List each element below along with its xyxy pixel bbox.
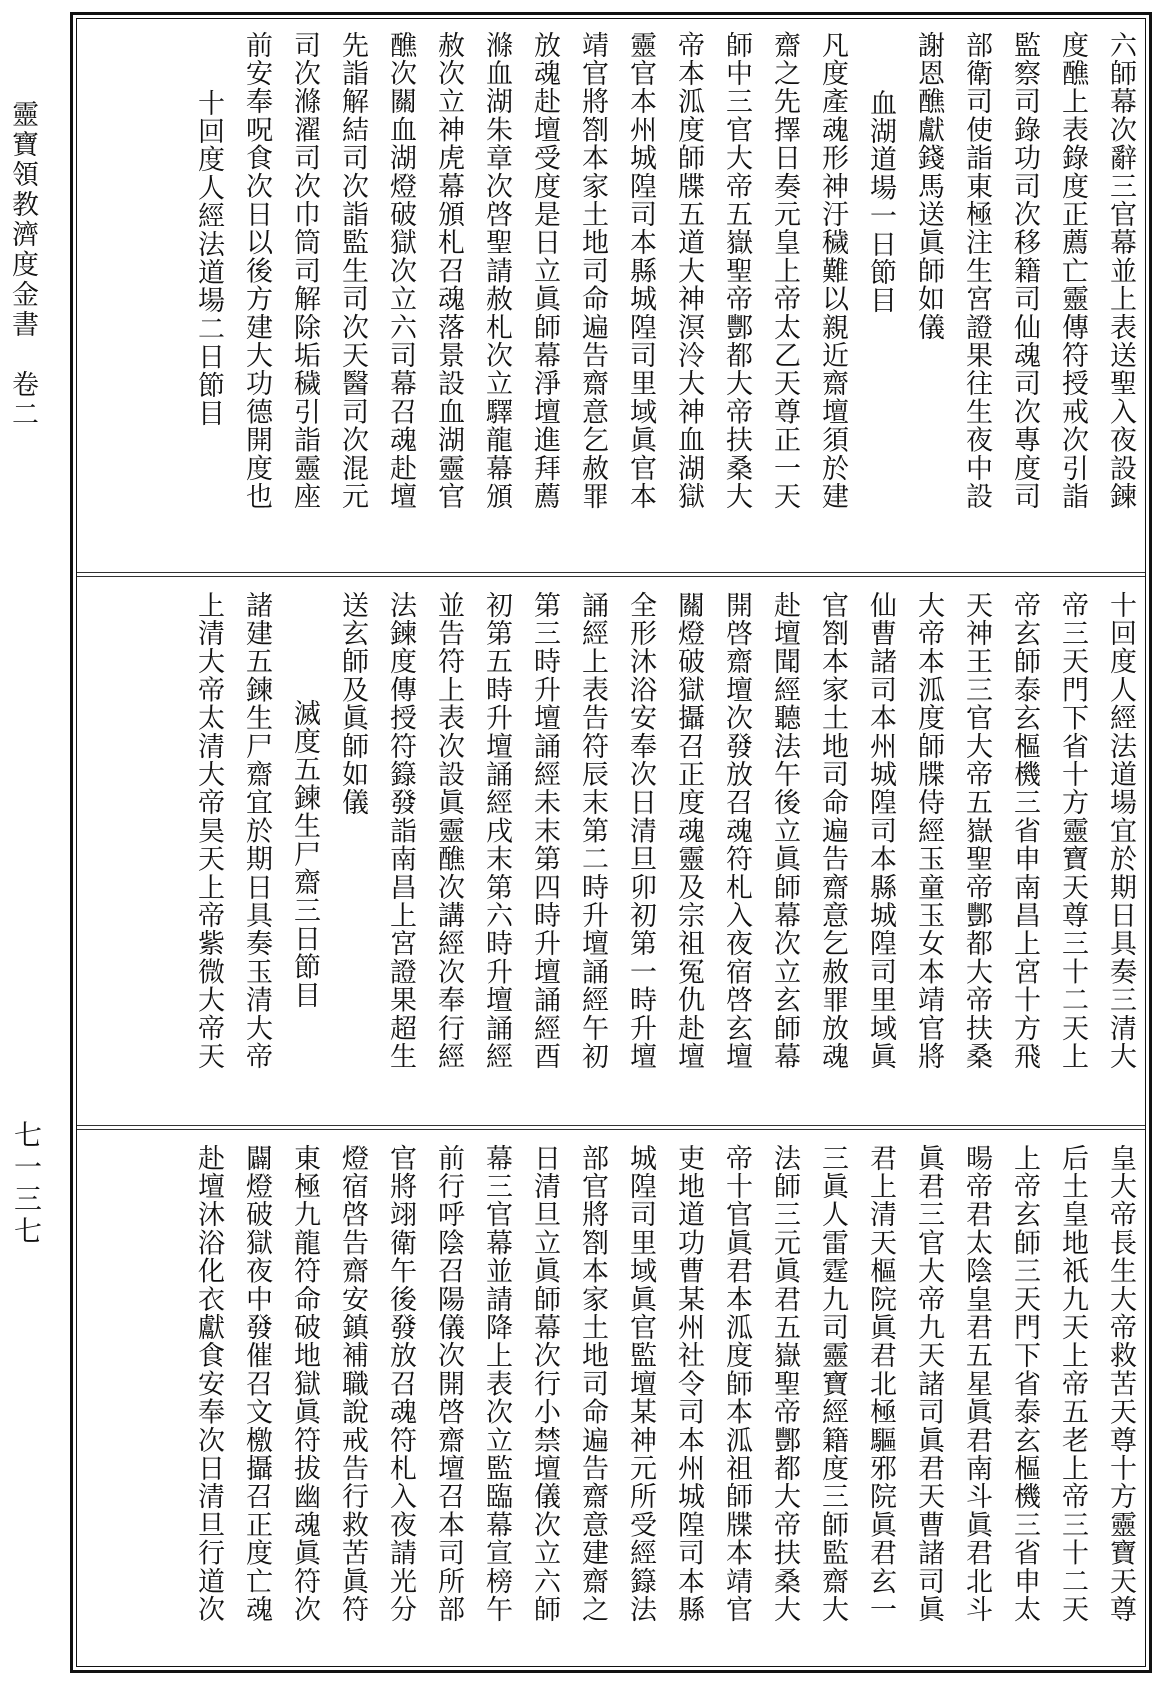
text-column: 東極九龍符命破地獄眞符拔幽魂眞符次 (289, 1144, 320, 1624)
text-column: 上帝玄師三天門下省泰玄樞機三省申太 (1009, 1144, 1040, 1624)
text-column: 眞君三官大帝九天諸司眞君天曹諸司眞 (913, 1144, 944, 1624)
section-heading: 滅度五鍊生尸齋三日節目 (289, 699, 320, 1010)
text-column: 第三時升壇誦經未末第四時升壇誦經酉 (529, 591, 560, 1071)
text-column: 上清大帝太清大帝昊天上帝紫微大帝天 (193, 591, 224, 1071)
text-column: 度醮上表錄度正薦亡靈傳符授戒次引詣 (1057, 31, 1088, 511)
text-column: 赦次立神虎幕頒札召魂落景設血湖靈官 (433, 31, 464, 511)
text-band-1 (77, 19, 1145, 571)
text-column: 赴壇沐浴化衣獻食安奉次日清旦行道次 (193, 1144, 224, 1624)
text-column: 司次滌濯司次巾筒司解除垢穢引詣靈座 (289, 31, 320, 511)
text-column: 吏地道功曹某州社令司本州城隍司本縣 (673, 1144, 704, 1624)
text-column: 三眞人雷霆九司靈寶經籍度三師監齋大 (817, 1144, 848, 1624)
text-column: 帝玄師泰玄樞機三省申南昌上宮十方飛 (1009, 591, 1040, 1071)
page-frame (70, 12, 1152, 1673)
text-column: 帝十官眞君本泒度師本泒祖師牒本靖官 (721, 1144, 752, 1624)
page-inner-border (76, 18, 1146, 1667)
text-column: 靈官本州城隍司本縣城隍司里域眞官本 (625, 31, 656, 511)
text-band-3 (77, 1132, 1145, 1672)
section-heading: 血湖道場一日節目 (865, 89, 896, 315)
text-column: 六師幕次辭三官幕並上表送聖入夜設鍊 (1105, 31, 1136, 511)
text-column: 城隍司里域眞官監壇某神元所受經籙法 (625, 1144, 656, 1624)
text-column: 初第五時升壇誦經戌末第六時升壇誦經 (481, 591, 512, 1071)
text-column: 法鍊度傳授符籙發詣南昌上宮證果超生 (385, 591, 416, 1071)
text-column: 醮次關血湖燈破獄次立六司幕召魂赴壇 (385, 31, 416, 511)
text-column: 送玄師及眞師如儀 (337, 591, 368, 817)
text-column: 部官將劄本家土地司命遍告齋意建齋之 (577, 1144, 608, 1624)
text-column: 后土皇地祇九天上帝五老上帝三十二天 (1057, 1144, 1088, 1624)
text-column: 齋之先擇日奏元皇上帝太乙天尊正一天 (769, 31, 800, 511)
text-column: 先詣解結司次詣監生司次天醫司次混元 (337, 31, 368, 511)
text-column: 開啓齋壇次發放召魂符札入夜宿啓玄壇 (721, 591, 752, 1071)
section-heading: 十回度人經法道場二日節目 (193, 89, 224, 428)
text-column: 關燈破獄攝召正度魂靈及宗祖冤仇赴壇 (673, 591, 704, 1071)
margin-page-number: 七一三七 (10, 1120, 43, 1248)
text-column: 前行呼陰召陽儀次開啓齋壇召本司所部 (433, 1144, 464, 1624)
text-column: 諸建五鍊生尸齋宜於期日具奏玉清大帝 (241, 591, 272, 1071)
text-column: 天神王三官大帝五嶽聖帝酆都大帝扶桑 (961, 591, 992, 1071)
text-column: 帝本泒度師牒五道大神溟泠大神血湖獄 (673, 31, 704, 511)
text-column: 誦經上表告符辰末第二時升壇誦經午初 (577, 591, 608, 1071)
text-column: 燈宿啓告齋安鎮補職說戒告行救苦眞符 (337, 1144, 368, 1624)
text-column: 滌血湖朱章次啓聖請赦札次立驛龍幕頒 (481, 31, 512, 511)
text-column: 全形沐浴安奉次日清旦卯初第一時升壇 (625, 591, 656, 1071)
text-column: 官將翊衛午後發放召魂符札入夜請光分 (385, 1144, 416, 1624)
text-column: 謝恩醮獻錢馬送眞師如儀 (913, 31, 944, 342)
text-column: 法師三元眞君五嶽聖帝酆都大帝扶桑大 (769, 1144, 800, 1624)
text-column: 師中三官大帝五嶽聖帝酆都大帝扶桑大 (721, 31, 752, 511)
text-column: 放魂赴壇受度是日立眞師幕淨壇進拜薦 (529, 31, 560, 511)
text-column: 暘帝君太陰皇君五星眞君南斗眞君北斗 (961, 1144, 992, 1624)
margin-book-title: 靈寶領教濟度金書 卷二 (7, 100, 38, 430)
text-column: 前安奉呪食次日以後方建大功德開度也 (241, 31, 272, 511)
text-column: 凡度產魂形神汙穢難以親近齋壇須於建 (817, 31, 848, 511)
text-column: 日清旦立眞師幕次行小禁壇儀次立六師 (529, 1144, 560, 1624)
text-column: 皇大帝長生大帝救苦天尊十方靈寶天尊 (1105, 1144, 1136, 1624)
band-divider (77, 1125, 1145, 1130)
text-column: 仙曹諸司本州城隍司本縣城隍司里域眞 (865, 591, 896, 1071)
text-column: 並告符上表次設眞靈醮次講經次奉行經 (433, 591, 464, 1071)
text-band-2 (77, 579, 1145, 1124)
text-column: 君上清天樞院眞君北極驅邪院眞君玄一 (865, 1144, 896, 1624)
text-column: 幕三官幕並請降上表次立監臨幕宣榜午 (481, 1144, 512, 1624)
text-column: 闢燈破獄夜中發催召文檄攝召正度亡魂 (241, 1144, 272, 1624)
text-column: 監察司錄功司次移籍司仙魂司次專度司 (1009, 31, 1040, 511)
text-column: 官劄本家土地司命遍告齋意乞赦罪放魂 (817, 591, 848, 1071)
text-column: 十回度人經法道場宜於期日具奏三清大 (1105, 591, 1136, 1071)
text-column: 赴壇聞經聽法午後立眞師幕次立玄師幕 (769, 591, 800, 1071)
text-column: 部衛司使詣東極注生宮證果往生夜中設 (961, 31, 992, 511)
text-column: 大帝本泒度師牒侍經玉童玉女本靖官將 (913, 591, 944, 1071)
text-column: 靖官將劄本家土地司命遍告齋意乞赦罪 (577, 31, 608, 511)
text-column: 帝三天門下省十方靈寶天尊三十二天上 (1057, 591, 1088, 1071)
band-divider (77, 572, 1145, 577)
